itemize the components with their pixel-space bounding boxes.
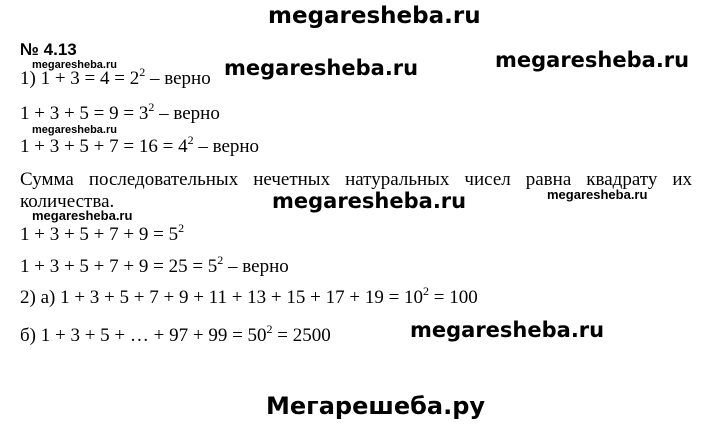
- equation-line-5: $1 + 3 + 5 + 7 + 9 = 25 = 5^2$ – верно: [20, 253, 289, 277]
- watermark-small: megaresheba.ru: [32, 208, 133, 223]
- equation-line-1: 1) $1 + 3 = 4 = 2^2$ – верно: [20, 65, 211, 89]
- watermark-small: megaresheba.ru: [32, 59, 117, 71]
- header-watermark: megaresheba.ru: [268, 3, 481, 29]
- watermark-medium: megaresheba.ru: [272, 189, 467, 213]
- footer-watermark: Мегарешеба.ру: [266, 392, 486, 420]
- equation-line-7: б) 1 + 3 + 5 + … + $97 + 99 = 50^2 = 2500$: [20, 322, 331, 346]
- watermark-medium: megaresheba.ru: [224, 56, 419, 80]
- equation-line-3: $1 + 3 + 5 + 7 = 16 = 4^2$ – верно: [20, 133, 260, 157]
- watermark-medium: megaresheba.ru: [495, 48, 690, 72]
- equation-line-2: $1 + 3 + 5 = 9 = 3^2$ – верно: [20, 100, 220, 124]
- watermark-medium: megaresheba.ru: [410, 318, 605, 342]
- problem-number: № 4.13: [20, 40, 77, 59]
- equation-line-4: $1 + 3 + 5 + 7 + 9 = 5^2$: [20, 221, 185, 245]
- watermark-small: megaresheba.ru: [32, 124, 117, 136]
- watermark-small: megaresheba.ru: [547, 187, 648, 202]
- conclusion-paragraph: Сумма последовательных нечетных натуральных чисел равна квадрату их количества.: [20, 169, 692, 212]
- equation-line-6: 2) а) $1 + 3 + 5 + 7 + 9 + 11 + 13 + 15 + 17 + 19 = 10^2 = 100$: [20, 284, 478, 308]
